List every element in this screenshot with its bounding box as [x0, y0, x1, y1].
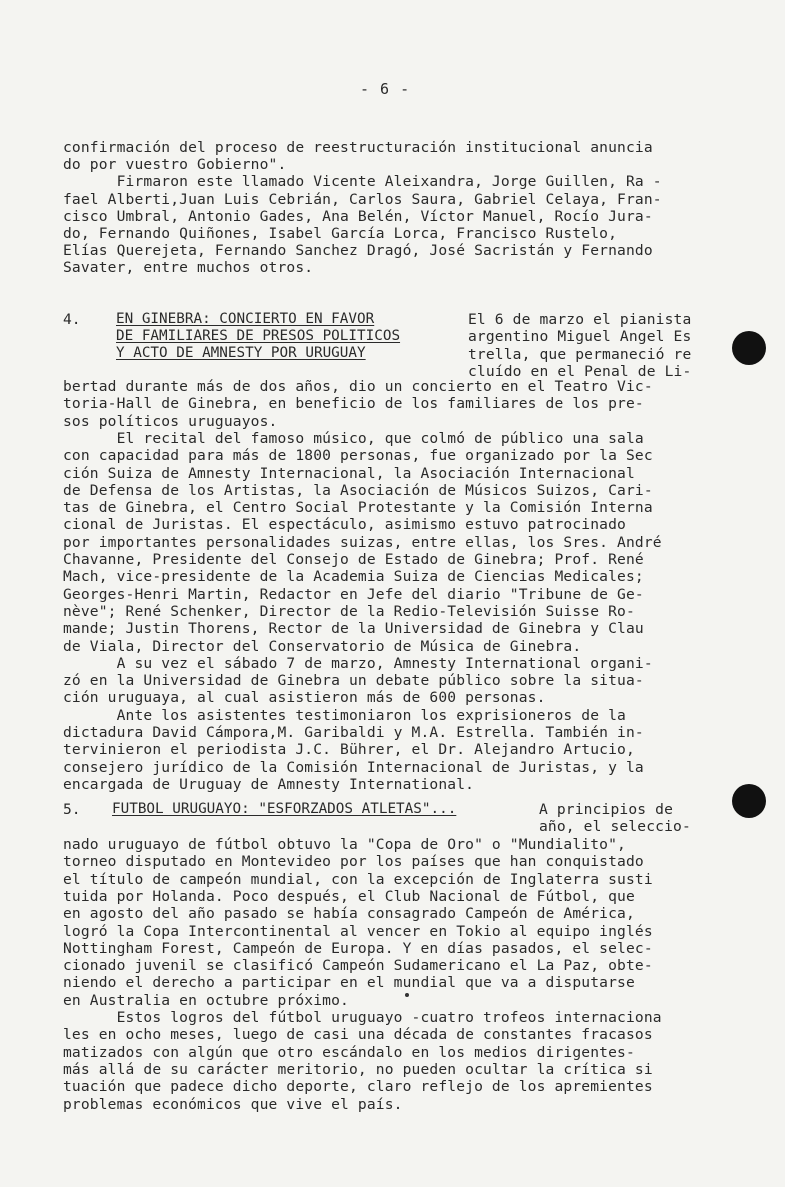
paragraph-line: torneo disputado en Montevideo por los países que han conquistado: [63, 853, 644, 871]
paragraph-line: A principios de: [539, 801, 674, 818]
paragraph-line: Mach, vice-presidente de la Academia Suiza de Ciencias Medicales;: [63, 568, 644, 586]
section-5-number: 5.: [63, 801, 81, 818]
paragraph-line: bertad durante más de dos años, dio un concierto en el Teatro Vic-: [63, 378, 653, 395]
paragraph-line: nève"; René Schenker, Director de la Redio-Televisión Suisse Ro-: [63, 602, 635, 620]
paragraph-line: Georges-Henri Martin, Redactor en Jefe del diario "Tribune de Ge-: [63, 585, 644, 603]
paragraph-line: tas de Ginebra, el Centro Social Protestante y la Comisión Interna: [63, 499, 653, 517]
paragraph-line: les en ocho meses, luego de casi una década de constantes fracasos: [63, 1026, 653, 1044]
paragraph-line: sos políticos uruguayos.: [63, 412, 278, 430]
paragraph-line: zó en la Universidad de Ginebra un debate público sobre la situa-: [63, 672, 644, 690]
paragraph-line: cionado juvenil se clasificó Campeón Sudamericano el La Paz, obte-: [63, 957, 653, 975]
paragraph-line: nado uruguayo de fútbol obtuvo la "Copa de Oro" o "Mundialito",: [63, 836, 626, 853]
heading-line: Y ACTO DE AMNESTY POR URUGUAY: [116, 345, 366, 361]
paragraph-line: dictadura David Cámpora,M. Garibaldi y M.A. Estrella. También in-: [63, 724, 644, 741]
paragraph-line: Firmaron este llamado Vicente Aleixandra, Jorge Guillen, Ra -: [63, 173, 662, 191]
paragraph-line: de Viala, Director del Conservatorio de Música de Ginebra.: [63, 637, 582, 655]
page-number: - 6 -: [360, 80, 411, 98]
paragraph-line: consejero jurídico de la Comisión Internacional de Juristas, y la: [63, 758, 644, 776]
paragraph-line: Estos logros del fútbol uruguayo -cuatro trofeos internaciona: [63, 1009, 662, 1026]
paragraph-line: cluído en el Penal de Li-: [468, 362, 692, 380]
paragraph-line: toria-Hall de Ginebra, en beneficio de los familiares de los pre-: [63, 395, 644, 413]
heading-line: DE FAMILIARES DE PRESOS POLITICOS: [116, 328, 401, 344]
binder-hole-bottom: [732, 784, 766, 818]
ink-speck: [405, 993, 409, 997]
paragraph-line: mande; Justin Thorens, Rector de la Universidad de Ginebra y Clau: [63, 620, 644, 638]
paragraph-line: más allá de su carácter meritorio, no pueden ocultar la crítica si: [63, 1060, 653, 1078]
paragraph-line: fael Alberti,Juan Luis Cebrián, Carlos Saura, Gabriel Celaya, Fran-: [63, 190, 662, 208]
paragraph-line: año, el seleccio-: [539, 818, 691, 836]
paragraph-line: ción Suiza de Amnesty Internacional, la Asociación Internacional: [63, 464, 635, 482]
paragraph-line: trella, que permaneció re: [468, 345, 692, 363]
paragraph-line: en Australia en octubre próximo.: [63, 991, 349, 1009]
paragraph-line: El 6 de marzo el pianista: [468, 311, 692, 328]
paragraph-line: con capacidad para más de 1800 personas, fue organizado por la Sec: [63, 447, 653, 465]
paragraph-line: problemas económicos que vive el país.: [63, 1095, 403, 1113]
binder-hole-top: [732, 331, 766, 365]
paragraph-line: tuida por Holanda. Poco después, el Club Nacional de Fútbol, que: [63, 887, 635, 905]
heading-line: EN GINEBRA: CONCIERTO EN FAVOR: [116, 311, 375, 327]
paragraph-line: A su vez el sábado 7 de marzo, Amnesty International organi-: [63, 654, 653, 672]
paragraph-line: cional de Juristas. El espectáculo, asimismo estuvo patrocinado: [63, 516, 626, 534]
paragraph-line: tervinieron el periodista J.C. Bührer, el Dr. Alejandro Artucio,: [63, 741, 635, 759]
paragraph-line: Savater, entre muchos otros.: [63, 259, 314, 277]
section-5-heading: FUTBOL URUGUAYO: "ESFORZADOS ATLETAS"...: [112, 801, 457, 817]
paragraph-line: Ante los asistentes testimoniaron los exprisioneros de la: [63, 706, 626, 724]
paragraph-line: El recital del famoso músico, que colmó de público una sala: [63, 429, 644, 447]
paragraph-line: el título de campeón mundial, con la excepción de Inglaterra susti: [63, 870, 653, 888]
paragraph-line: tuación que padece dicho deporte, claro reflejo de los apremientes: [63, 1078, 653, 1096]
paragraph-line: Elías Querejeta, Fernando Sanchez Dragó, José Sacristán y Fernando: [63, 242, 653, 260]
paragraph-line: Chavanne, Presidente del Consejo de Estado de Ginebra; Prof. René: [63, 551, 644, 568]
paragraph-line: logró la Copa Intercontinental al vencer en Tokio al equipo inglés: [63, 922, 653, 940]
paragraph-line: do, Fernando Quiñones, Isabel García Lorca, Francisco Rustelo,: [63, 225, 618, 242]
paragraph-line: encargada de Uruguay de Amnesty International.: [63, 775, 475, 793]
paragraph-line: confirmación del proceso de reestructuración institucional anuncia: [63, 139, 653, 156]
paragraph-line: de Defensa de los Artistas, la Asociación de Músicos Suizos, Cari-: [63, 481, 653, 499]
paragraph-line: cisco Umbral, Antonio Gades, Ana Belén, Víctor Manuel, Rocío Jura-: [63, 207, 653, 225]
paragraph-line: Nottingham Forest, Campeón de Europa. Y en días pasados, el selec-: [63, 939, 653, 957]
paragraph-line: argentino Miguel Angel Es: [468, 328, 692, 346]
section-4-number: 4.: [63, 311, 81, 328]
paragraph-line: matizados con algún que otro escándalo en los medios dirigentes-: [63, 1043, 635, 1061]
paragraph-line: en agosto del año pasado se había consagrado Campeón de América,: [63, 905, 635, 923]
paragraph-line: do por vuestro Gobierno".: [63, 156, 287, 174]
paragraph-line: niendo el derecho a participar en el mundial que va a disputarse: [63, 974, 635, 992]
paragraph-line: ción uruguaya, al cual asistieron más de 600 personas.: [63, 689, 546, 707]
paragraph-line: por importantes personalidades suizas, entre ellas, los Sres. André: [63, 533, 662, 551]
